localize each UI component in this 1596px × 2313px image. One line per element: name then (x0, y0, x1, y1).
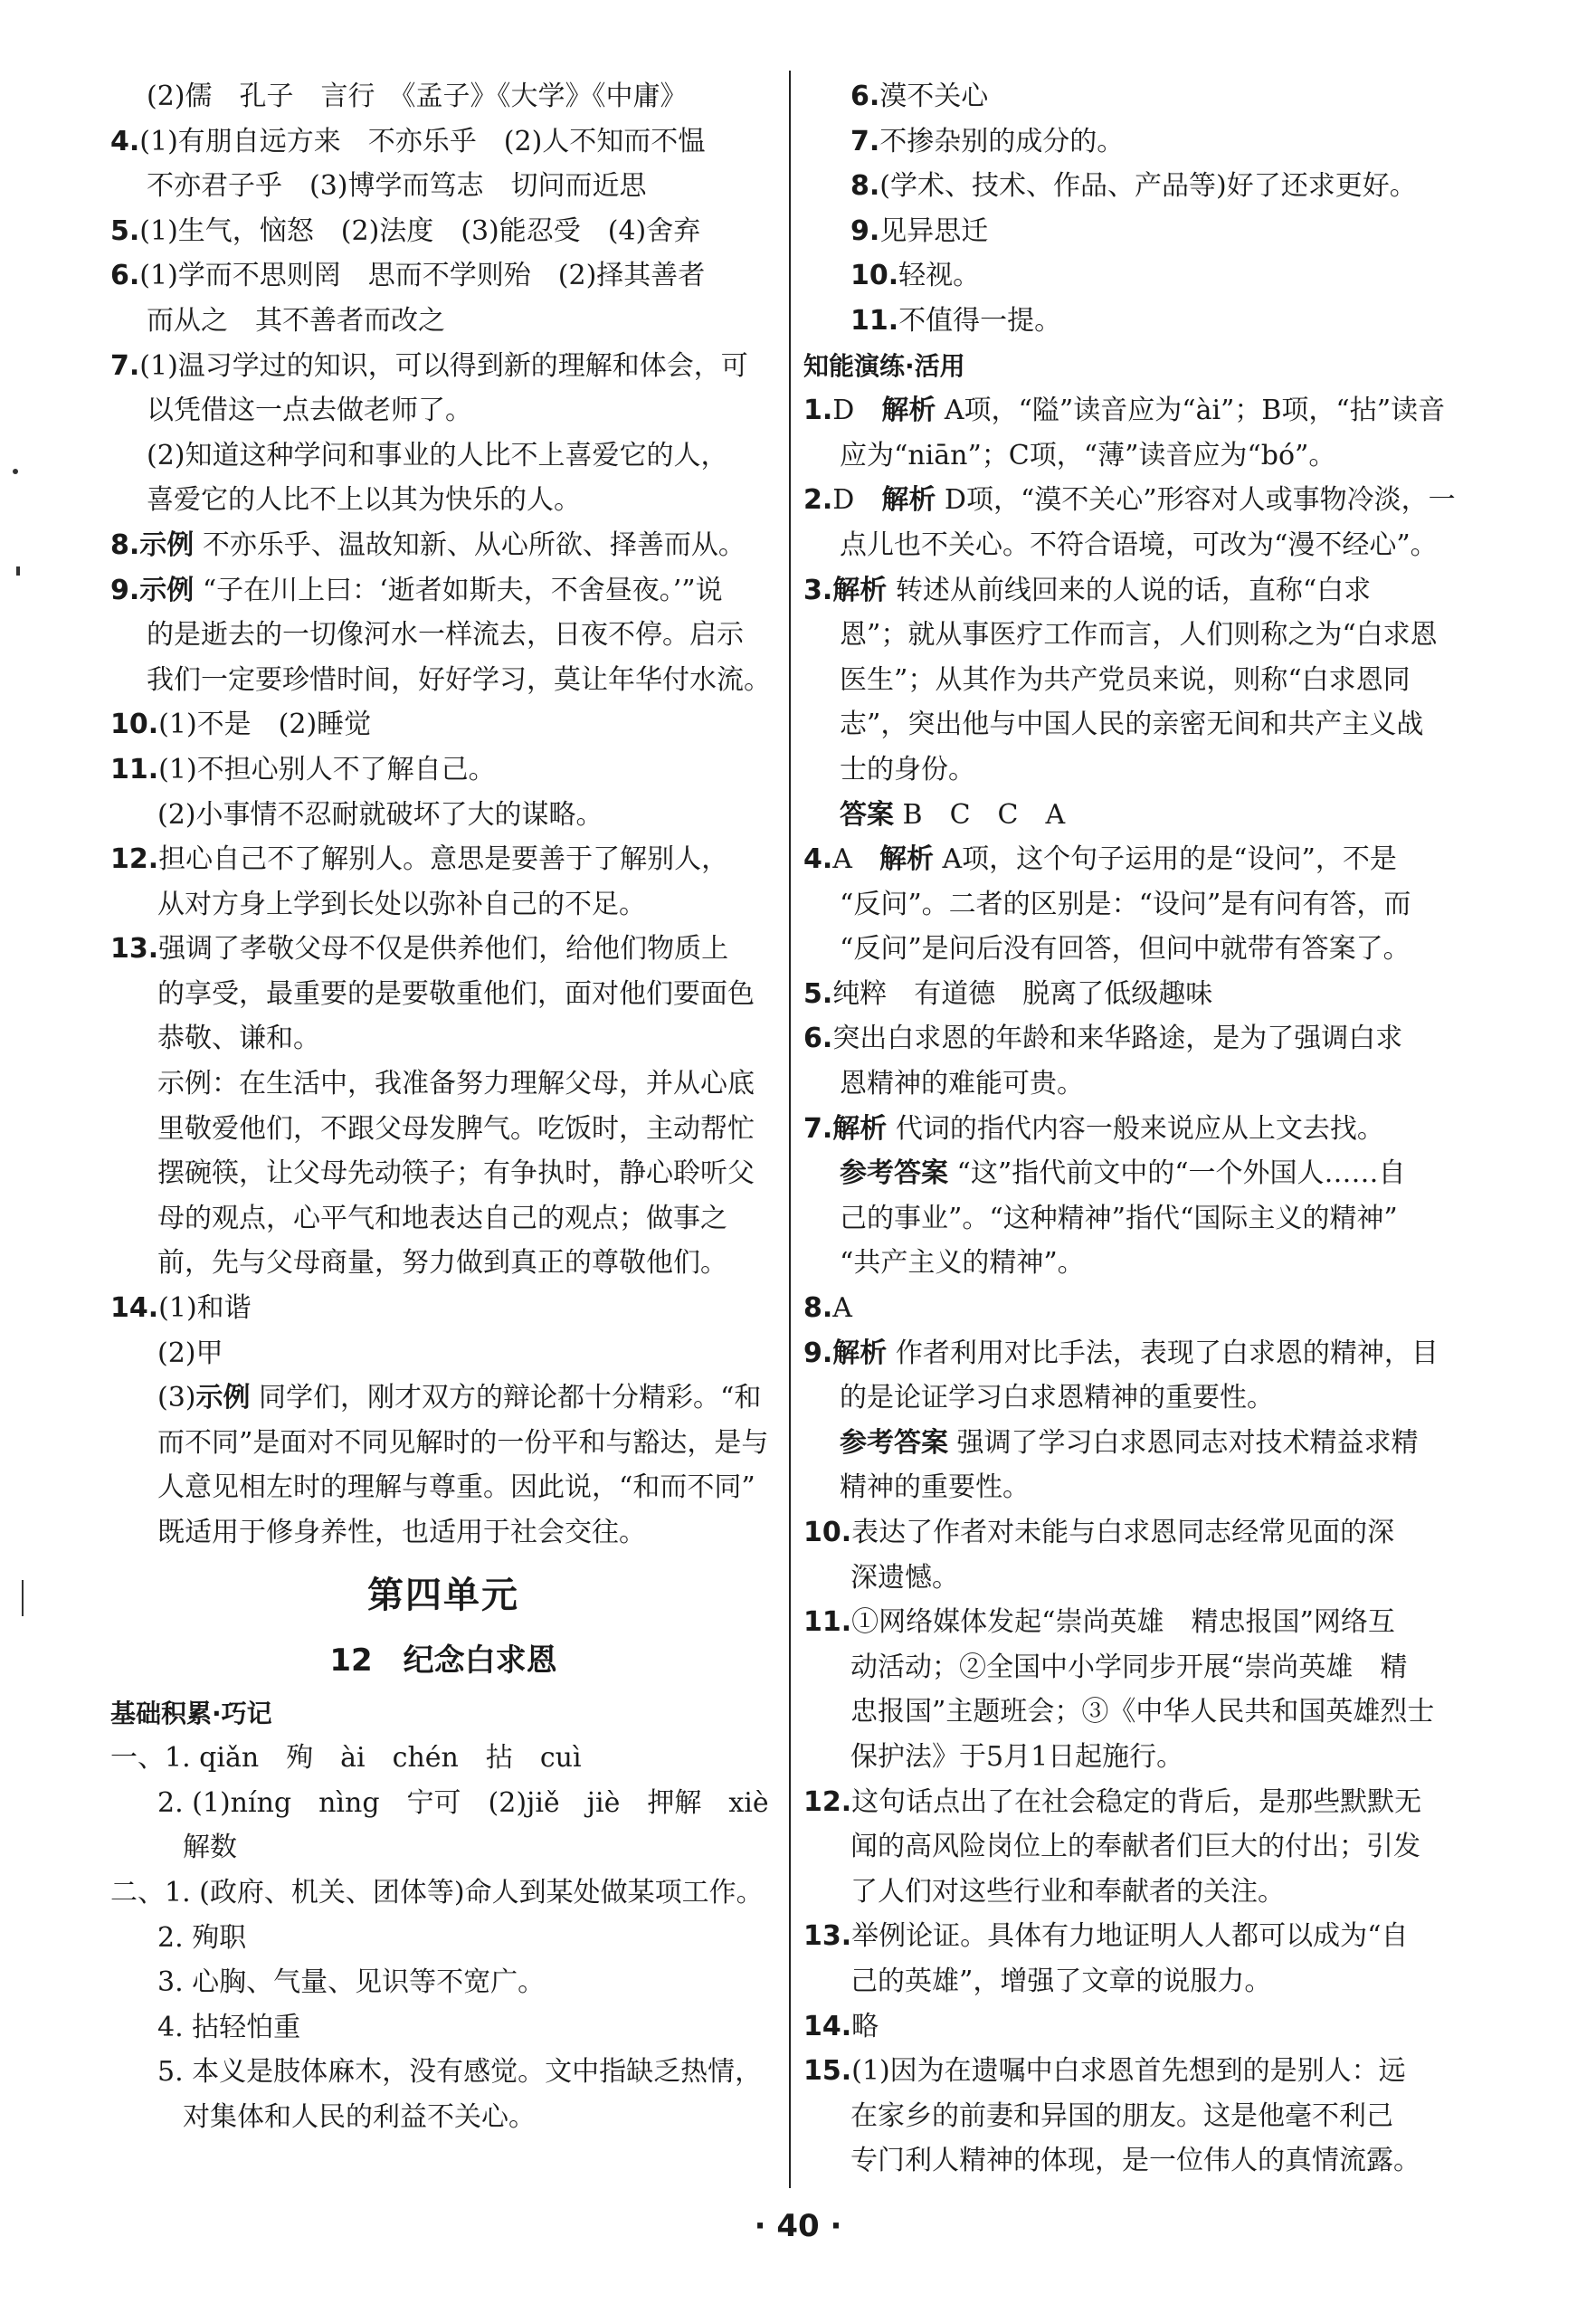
section-heading: 基础积累·巧记 (110, 1698, 272, 1728)
answer-line (110, 1960, 776, 2005)
question-number: 8. (110, 528, 140, 561)
answer-line (110, 478, 776, 523)
question-number: 8. (850, 170, 880, 203)
question-number: 7. (803, 1112, 833, 1145)
line-text: (2)儒 孔子 言行 《孟子》《大学》《中庸》 (147, 81, 688, 112)
line-text: 志”，突出他与中国人民的亲密无间和共产主义战 (840, 709, 1424, 741)
answer-line (110, 119, 776, 165)
answer-line (110, 1870, 776, 1916)
line-text: 二、1. (政府、机关、团体等)命人到某处做某项工作。 (110, 1876, 764, 1908)
question-number: 11. (110, 753, 159, 785)
line-text: 纯粹 有道德 脱离了低级趣味 (832, 977, 1213, 1010)
answer-line (110, 433, 776, 479)
line-text: 解数 (183, 1832, 237, 1864)
line-text: (1)温习学过的知识，可以得到新的理解和体会，可 (139, 349, 748, 382)
question-number: 6. (110, 260, 140, 292)
answer-line (803, 2049, 1473, 2094)
line-text: (1)不担心别人不了解自己。 (158, 753, 496, 785)
line-text: 忠报国”主题班会；③《中华人民共和国英雄烈士 (850, 1696, 1435, 1728)
line-text: 表达了作者对未能与白求恩同志经常见面的深 (851, 1517, 1395, 1548)
line-text: 动活动；②全国中小学同步开展“崇尚英雄 精 (850, 1651, 1408, 1683)
line-text: 应为“niān”；C项，“薄”读音应为“bó”。 (840, 439, 1336, 471)
line-text: 前，先与父母商量，努力做到真正的尊敬他们。 (157, 1247, 727, 1280)
answer-line (803, 1375, 1473, 1421)
right-column (803, 74, 1473, 2184)
answer-line (803, 2004, 1473, 2050)
line-text: 不亦君子乎 (3)博学而笃志 切问而近思 (147, 170, 647, 203)
line-text: A (832, 1292, 852, 1325)
answer-line (803, 2138, 1473, 2184)
line-text: 不掺杂别的成分的。 (879, 125, 1125, 157)
answer-label: 示例 (195, 1382, 251, 1414)
answer-line (110, 2005, 776, 2051)
answer-line (803, 1016, 1473, 1061)
line-text: 不值得一提。 (898, 304, 1062, 337)
column-divider (789, 71, 791, 2188)
answer-line (110, 613, 776, 658)
line-text: “这”指代前文中的“一个外国人……自 (956, 1157, 1406, 1190)
line-text: 闻的高风险岗位上的奉献者们巨大的付出；引发 (850, 1831, 1420, 1863)
line-text: 轻视。 (898, 260, 981, 292)
answer-line (803, 793, 1473, 838)
question-number: 13. (803, 1920, 852, 1953)
line-text: 3. 心胸、气量、见识等不宽广。 (157, 1966, 546, 1999)
answer-line (110, 1196, 776, 1242)
line-text: 医生”；从其作为共产党员来说，则称“白求恩同 (840, 663, 1411, 696)
line-text: 见异思迁 (879, 214, 989, 247)
answer-line (803, 1241, 1473, 1286)
answer-line (803, 1959, 1473, 2004)
answer-line (110, 1736, 776, 1781)
question-number: 8. (803, 1292, 833, 1325)
line-text: 强调了学习白求恩同志对技术精益求精 (956, 1426, 1419, 1459)
answer-line (110, 1061, 776, 1107)
line-text: 恭敬、谦和。 (157, 1023, 320, 1055)
line-text: 2. 殉职 (157, 1921, 247, 1954)
question-number: 9. (110, 574, 140, 606)
answer-line (803, 1061, 1473, 1107)
answer-label: 解析 (832, 1112, 888, 1145)
answer-line (803, 658, 1473, 703)
line-text: 点儿也不关心。不符合语境，可改为“漫不经心”。 (840, 528, 1438, 561)
question-number: 11. (803, 1606, 852, 1639)
answer-label: 解析 (832, 1337, 888, 1369)
answer-label: 解析 (832, 574, 888, 606)
line-text: 略 (851, 2010, 879, 2042)
line-text: (2)小事情不忍耐就破坏了大的谋略。 (157, 798, 603, 831)
answer-line (110, 1241, 776, 1286)
question-number: 1. (803, 395, 833, 427)
line-text: 士的身份。 (840, 753, 975, 785)
line-text: A项，这个句子运用的是“设问”，不是 (942, 843, 1397, 876)
line-text: 代词的指代内容一般来说应从上文去找。 (895, 1112, 1384, 1145)
question-number: 5. (110, 214, 140, 247)
answer-line (110, 702, 776, 747)
answer-line (110, 1151, 776, 1196)
question-number: 2. (803, 484, 833, 517)
lesson-title: 12 纪念白求恩 (329, 1642, 557, 1679)
answer-line (803, 882, 1473, 928)
answer-line (110, 253, 776, 299)
answer-line (803, 1556, 1473, 1601)
line-text: 摆碗筷，让父母先动筷子；有争执时，静心聆听父 (157, 1157, 755, 1190)
answer-line (803, 1600, 1473, 1645)
line-text: 从对方身上学到长处以弥补自己的不足。 (157, 888, 646, 920)
margin-mark (13, 469, 18, 474)
answer-line (803, 164, 1473, 209)
question-number: 4. (110, 125, 140, 157)
margin-mark (16, 566, 20, 576)
question-number: 6. (850, 81, 880, 112)
line-text: (1)不是 (2)睡觉 (158, 709, 372, 741)
question-number: 12. (803, 1785, 852, 1818)
line-text: 举例论证。具体有力地证明人人都可以成为“自 (851, 1920, 1409, 1953)
question-number: 11. (850, 304, 899, 337)
left-column (110, 74, 776, 2140)
answer-line (803, 972, 1473, 1017)
line-text: 同学们，刚才双方的辩论都十分精彩。“和 (259, 1382, 762, 1414)
line-text: D (832, 395, 882, 427)
answer-line (803, 1780, 1473, 1825)
answer-line (110, 1375, 776, 1421)
section-heading: 知能演练·活用 (803, 350, 965, 381)
line-text: 我们一定要珍惜时间，好好学习，莫让年华付水流。 (147, 663, 771, 696)
answer-line (803, 119, 1473, 165)
line-text: 深遗憾。 (850, 1561, 959, 1594)
line-text: 突出白求恩的年龄和来华路途，是为了强调白求 (832, 1023, 1403, 1055)
answer-line (803, 299, 1473, 344)
line-text: 而不同”是面对不同见解时的一份平和与豁达，是与 (157, 1426, 769, 1459)
line-text: 喜爱它的人比不上以其为快乐的人。 (147, 484, 581, 517)
line-text: 母的观点，心平气和地表达自己的观点；做事之 (157, 1202, 727, 1234)
answer-line (803, 1465, 1473, 1510)
line-text: 的是逝去的一切像河水一样流去，日夜不停。启示 (147, 619, 744, 652)
answer-line (803, 1421, 1473, 1466)
answer-label: 示例 (139, 528, 195, 561)
answer-line (803, 523, 1473, 568)
line-text: A项，“隘”读音应为“ài”；B项，“拈”读音 (944, 395, 1446, 427)
answer-line (803, 1914, 1473, 1959)
question-number: 9. (803, 1337, 833, 1369)
line-text: 人意见相左时的理解与尊重。因此说，“和而不同” (157, 1471, 755, 1504)
answer-line (110, 74, 776, 119)
question-number: 4. (803, 843, 833, 876)
answer-line (110, 388, 776, 433)
line-text: (1)因为在遗嘱中白求恩首先想到的是别人：远 (851, 2055, 1406, 2088)
line-text: (2)甲 (157, 1337, 223, 1369)
answer-line (803, 388, 1473, 433)
answer-line (110, 1286, 776, 1331)
question-number: 6. (803, 1023, 833, 1055)
line-text: “反问”。二者的区别是：“设问”是有问有答，而 (840, 888, 1411, 920)
answer-line (110, 1781, 776, 1826)
answer-line (803, 568, 1473, 614)
line-text: 保护法》于5月1日起施行。 (850, 1740, 1184, 1773)
answer-line (110, 1510, 776, 1556)
line-text: 己的英雄”，增强了文章的说服力。 (850, 1965, 1272, 1997)
answer-line (803, 1107, 1473, 1152)
answer-line (803, 1286, 1473, 1331)
question-number: 15. (803, 2055, 852, 2088)
line-text: D项，“漠不关心”形容对人或事物冷淡，一 (944, 484, 1456, 517)
answer-line (803, 1151, 1473, 1196)
answer-line (803, 253, 1473, 299)
line-text: 里敬爱他们，不跟父母发脾气。吃饭时，主动帮忙 (157, 1112, 755, 1145)
answer-line (803, 209, 1473, 254)
answer-line (110, 747, 776, 793)
answer-line (110, 1916, 776, 1961)
line-text: “子在川上曰：‘逝者如斯夫，不舍昼夜。’”说 (202, 574, 723, 606)
line-text: 漠不关心 (879, 81, 989, 112)
answer-line (803, 1690, 1473, 1735)
line-text: 2. (1)níng nìng 宁可 (2)jiě jiè 押解 xiè (157, 1786, 769, 1819)
answer-line (110, 523, 776, 568)
question-number: 14. (110, 1292, 159, 1325)
line-text: A (832, 843, 879, 876)
answer-line (803, 1824, 1473, 1870)
answer-line (110, 837, 776, 882)
question-number: 14. (803, 2010, 852, 2042)
question-number: 9. (850, 214, 880, 247)
question-number: 10. (850, 260, 899, 292)
line-text: 转述从前线回来的人说的话，直称“白求 (895, 574, 1372, 606)
question-number: 10. (803, 1517, 852, 1548)
answer-label: 参考答案 (840, 1157, 948, 1190)
answer-line (803, 1510, 1473, 1556)
line-text: 既适用于修身养性，也适用于社会交往。 (157, 1517, 646, 1548)
answer-label: 解析 (881, 395, 936, 427)
line-text: “反问”是问后没有回答，但问中就带有答案了。 (840, 933, 1411, 966)
line-text: (1)学而不思则罔 思而不学则殆 (2)择其善者 (139, 260, 706, 292)
line-text: 不亦乐乎、温故知新、从心所欲、择善而从。 (202, 528, 746, 561)
answer-line (803, 747, 1473, 793)
page-number: · 40 · (754, 2208, 842, 2244)
line-text: 恩”；就从事医疗工作而言，人们则称之为“白求恩 (840, 619, 1438, 652)
line-text: 了人们对这些行业和奉献者的关注。 (850, 1875, 1285, 1908)
answer-line (110, 568, 776, 614)
line-text: “共产主义的精神”。 (840, 1247, 1085, 1280)
answer-line (110, 927, 776, 972)
line-text: 专门利人精神的体现，是一位伟人的真情流露。 (850, 2145, 1420, 2177)
line-text: (学术、技术、作品、产品等)好了还求更好。 (879, 170, 1417, 203)
question-number: 7. (850, 125, 880, 157)
answer-line (110, 658, 776, 703)
answer-line (110, 1331, 776, 1376)
answer-label: 答案 (840, 798, 894, 831)
answer-line (110, 344, 776, 389)
line-text: 5. 本义是肢体麻木，没有感觉。文中指缺乏热情， (157, 2056, 763, 2089)
question-number: 13. (110, 933, 159, 966)
line-text: 精神的重要性。 (840, 1471, 1030, 1504)
answer-line (803, 1196, 1473, 1242)
line-text: (1)和谐 (158, 1292, 252, 1325)
line-prefix: (3) (157, 1382, 196, 1414)
answer-line (803, 478, 1473, 523)
line-text: (1)生气，恼怒 (2)法度 (3)能忍受 (4)舍弃 (139, 214, 701, 247)
line-text: 己的事业”。“这种精神”指代“国际主义的精神” (840, 1202, 1398, 1234)
line-text: 的享受，最重要的是要敬重他们，面对他们要面色 (157, 977, 755, 1010)
line-text: 作者利用对比手法，表现了白求恩的精神，目 (895, 1337, 1439, 1369)
margin-mark (22, 1580, 24, 1616)
answer-label: 解析 (881, 484, 936, 517)
line-text: 这句话点出了在社会稳定的背后，是那些默默无 (851, 1785, 1422, 1818)
answer-line (803, 613, 1473, 658)
answer-line (110, 164, 776, 209)
answer-line (110, 299, 776, 344)
answer-label: 参考答案 (840, 1426, 948, 1459)
line-text: (2)知道这种学问和事业的人比不上喜爱它的人， (147, 439, 728, 471)
question-number: 5. (803, 977, 833, 1010)
line-text: 在家乡的前妻和异国的朋友。这是他毫不利己 (850, 2099, 1393, 2132)
question-number: 10. (110, 709, 159, 741)
question-number: 7. (110, 349, 140, 382)
answer-line (803, 1645, 1473, 1690)
line-text: 4. 拈轻怕重 (157, 2011, 301, 2043)
line-text: ①网络媒体发起“崇尚英雄 精忠报国”网络互 (851, 1606, 1395, 1639)
answer-line (803, 1735, 1473, 1780)
answer-label: 解析 (879, 843, 934, 876)
answer-line (803, 1331, 1473, 1376)
answer-line (803, 927, 1473, 972)
line-text: 而从之 其不善者而改之 (147, 304, 445, 337)
answer-line (110, 1465, 776, 1510)
line-text: 一、1. qiǎn 殉 ài chén 拈 cuì (110, 1742, 582, 1775)
answer-label: 示例 (139, 574, 195, 606)
answer-line (110, 2050, 776, 2095)
answer-line (803, 433, 1473, 479)
answer-line (110, 882, 776, 928)
line-text: 示例：在生活中，我准备努力理解父母，并从心底 (157, 1068, 755, 1100)
answer-line (110, 2095, 776, 2140)
answer-line (803, 702, 1473, 747)
answer-line (110, 1016, 776, 1061)
line-text: B C C A (902, 798, 1066, 831)
answer-line (803, 837, 1473, 882)
answer-line (110, 972, 776, 1017)
answer-line (110, 1107, 776, 1152)
question-number: 3. (803, 574, 833, 606)
line-text: 对集体和人民的利益不关心。 (183, 2100, 536, 2133)
answer-line (110, 793, 776, 838)
answer-line (110, 1421, 776, 1466)
line-text: 以凭借这一点去做老师了。 (147, 395, 472, 427)
answer-line (110, 1825, 776, 1870)
line-text: 恩精神的难能可贵。 (840, 1068, 1084, 1100)
unit-title: 第四单元 (367, 1574, 519, 1616)
line-text: 担心自己不了解别人。意思是要善于了解别人， (158, 843, 729, 876)
answer-line (110, 209, 776, 254)
question-number: 12. (110, 843, 159, 876)
line-text: 的是论证学习白求恩精神的重要性。 (840, 1382, 1274, 1414)
answer-line (803, 2094, 1473, 2139)
line-text: (1)有朋自远方来 不亦乐乎 (2)人不知而不愠 (139, 125, 706, 157)
line-text: D (832, 484, 882, 517)
answer-line (803, 74, 1473, 119)
line-text: 强调了孝敬父母不仅是供养他们，给他们物质上 (158, 933, 729, 966)
answer-line (803, 1870, 1473, 1915)
